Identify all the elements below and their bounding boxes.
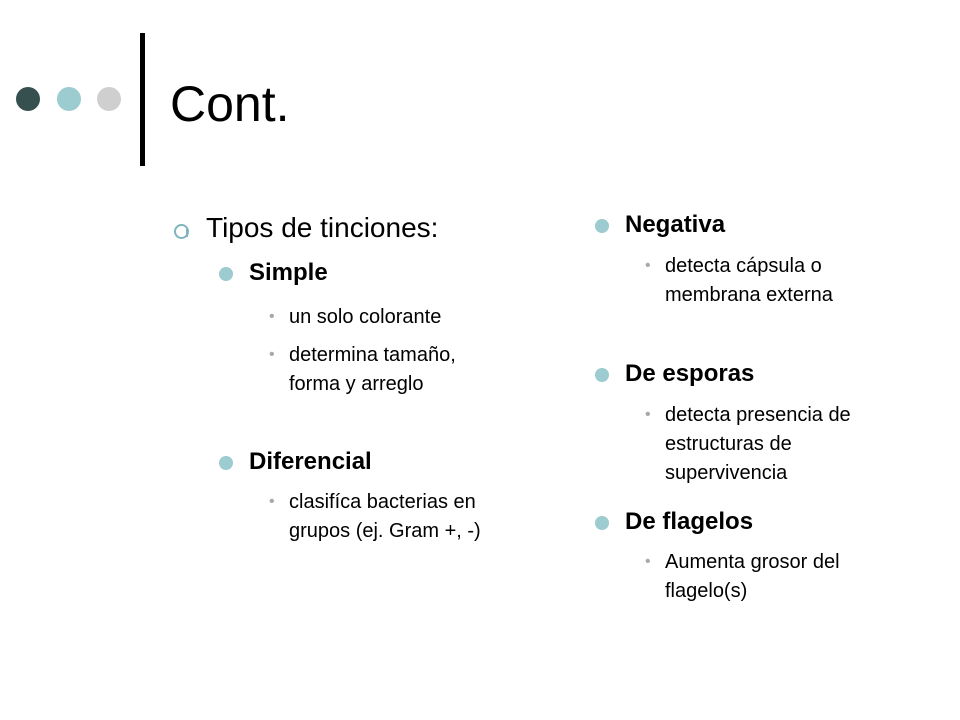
sub-bullet-icon: • — [645, 257, 651, 274]
bullet-text: Aumenta grosor del flagelo(s) — [665, 551, 840, 602]
section-heading: Tipos de tinciones: — [206, 212, 439, 243]
item-label-negativa: Negativa — [625, 211, 726, 238]
item-bullet-icon — [595, 219, 609, 233]
item-label-de-esporas: De esporas — [625, 360, 755, 387]
bullet-text: detecta presencia de estructuras de supervivencia — [665, 404, 851, 484]
heading-bullet-icon — [174, 224, 189, 239]
bullet-text: detecta cápsula o membrana externa — [665, 255, 833, 306]
decorative-dot-gray — [97, 87, 121, 111]
sub-bullet-icon: • — [269, 493, 275, 510]
decorative-dot-teal — [57, 87, 81, 111]
decorative-dot-dark — [16, 87, 40, 111]
slide-title: Cont. — [170, 76, 290, 132]
item-label-simple: Simple — [249, 259, 328, 286]
item-bullet-icon — [595, 368, 609, 382]
item-bullet-icon — [595, 516, 609, 530]
item-bullet-icon — [219, 456, 233, 470]
bullet-text: clasifíca bacterias en grupos (ej. Gram +, -) — [289, 491, 481, 542]
title-divider — [140, 33, 145, 166]
bullet-text: determina tamaño, forma y arreglo — [289, 344, 456, 395]
sub-bullet-icon: • — [645, 553, 651, 570]
item-bullet-icon — [219, 267, 233, 281]
bullet-text: un solo colorante — [289, 306, 442, 328]
sub-bullet-icon: • — [269, 308, 275, 325]
item-label-de-flagelos: De flagelos — [625, 508, 754, 535]
sub-bullet-icon: • — [645, 406, 651, 423]
sub-bullet-icon: • — [269, 346, 275, 363]
item-label-diferencial: Diferencial — [249, 448, 372, 475]
